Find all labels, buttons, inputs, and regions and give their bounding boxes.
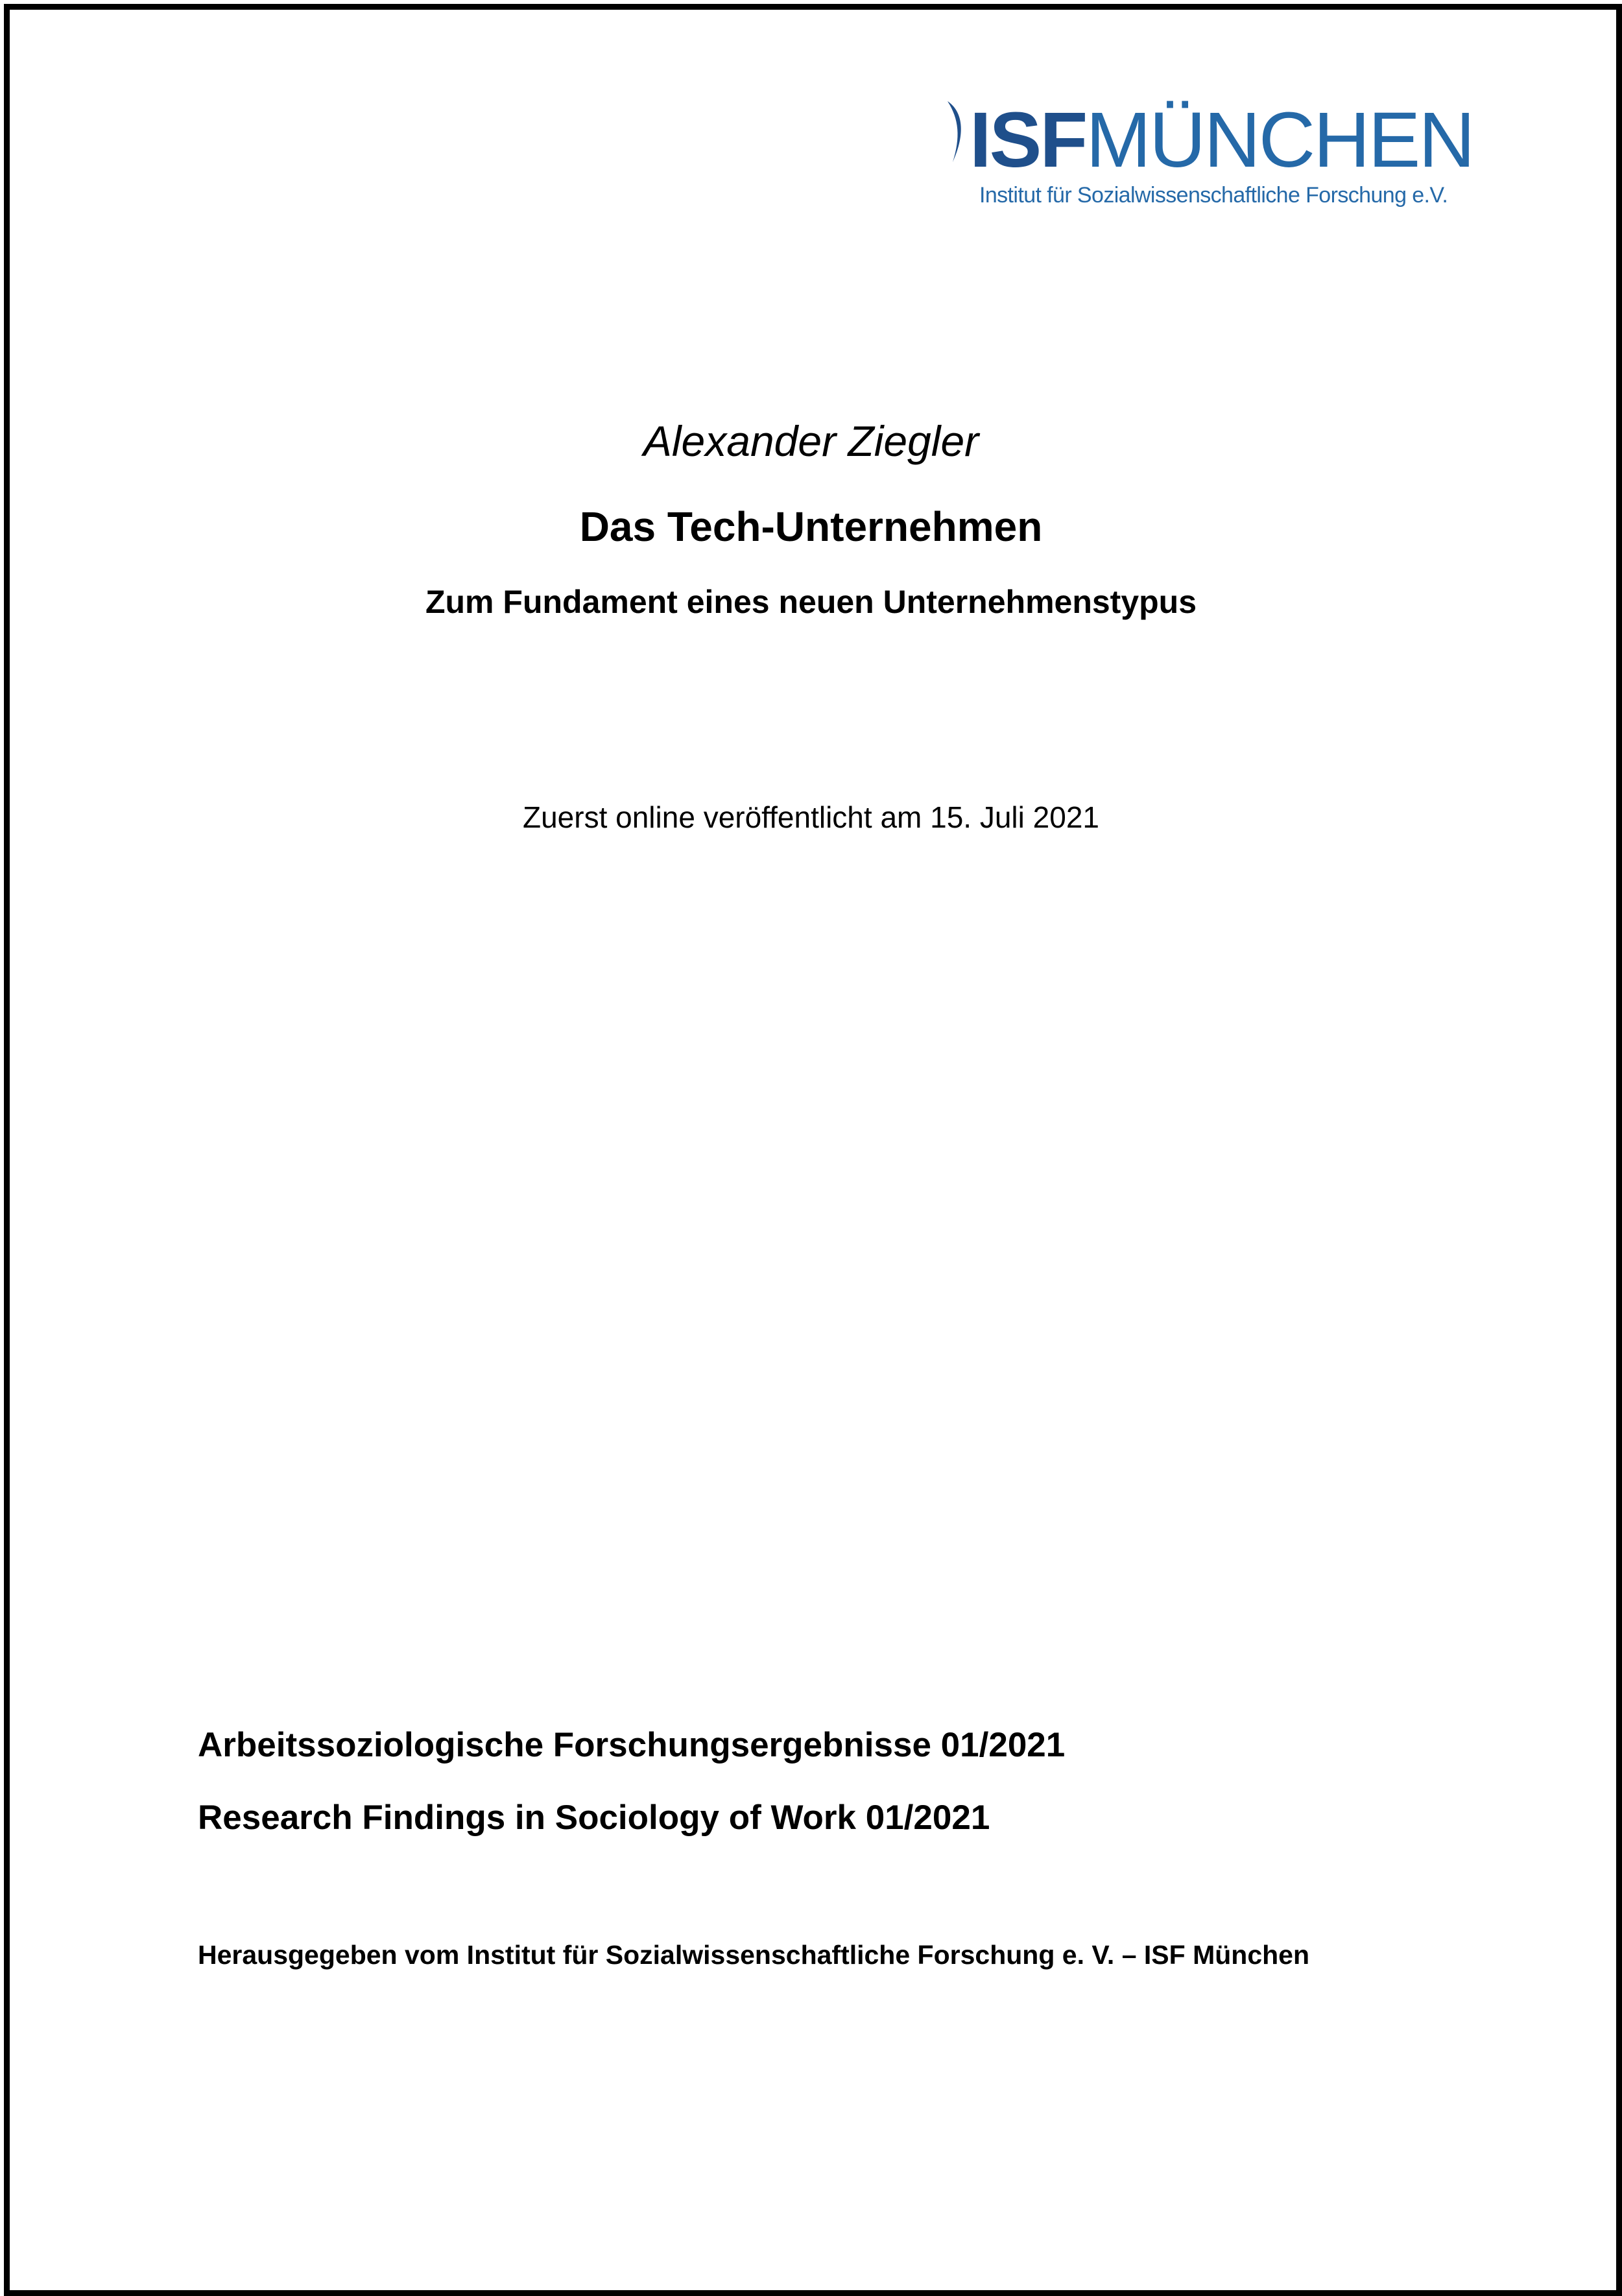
publisher-note: Herausgegeben vom Institut für Sozialwissenschaftliche Forschung e. V. – ISF München bbox=[198, 1940, 1310, 1970]
logo-tagline: Institut für Sozialwissenschaftliche Forschung e.V. bbox=[979, 183, 1448, 208]
author-name: Alexander Ziegler bbox=[643, 417, 979, 465]
logo-wordmark bbox=[970, 97, 1473, 182]
series-title-german: Arbeitssoziologische Forschungsergebnisse 01/2021 bbox=[198, 1726, 1066, 1764]
document-title: Das Tech-Unternehmen bbox=[579, 503, 1043, 550]
document-subtitle: Zum Fundament eines neuen Unternehmenstypus bbox=[425, 584, 1197, 620]
series-title-english: Research Findings in Sociology of Work 01/2021 bbox=[198, 1799, 990, 1837]
logo-swoosh-icon bbox=[944, 100, 970, 165]
isf-logo bbox=[944, 95, 1473, 211]
logo-muenchen-text: MÜNCHEN bbox=[1086, 95, 1473, 184]
logo-isf-text: ISF bbox=[970, 95, 1086, 184]
publication-date: Zuerst online veröffentlicht am 15. Juli 2021 bbox=[523, 800, 1099, 834]
